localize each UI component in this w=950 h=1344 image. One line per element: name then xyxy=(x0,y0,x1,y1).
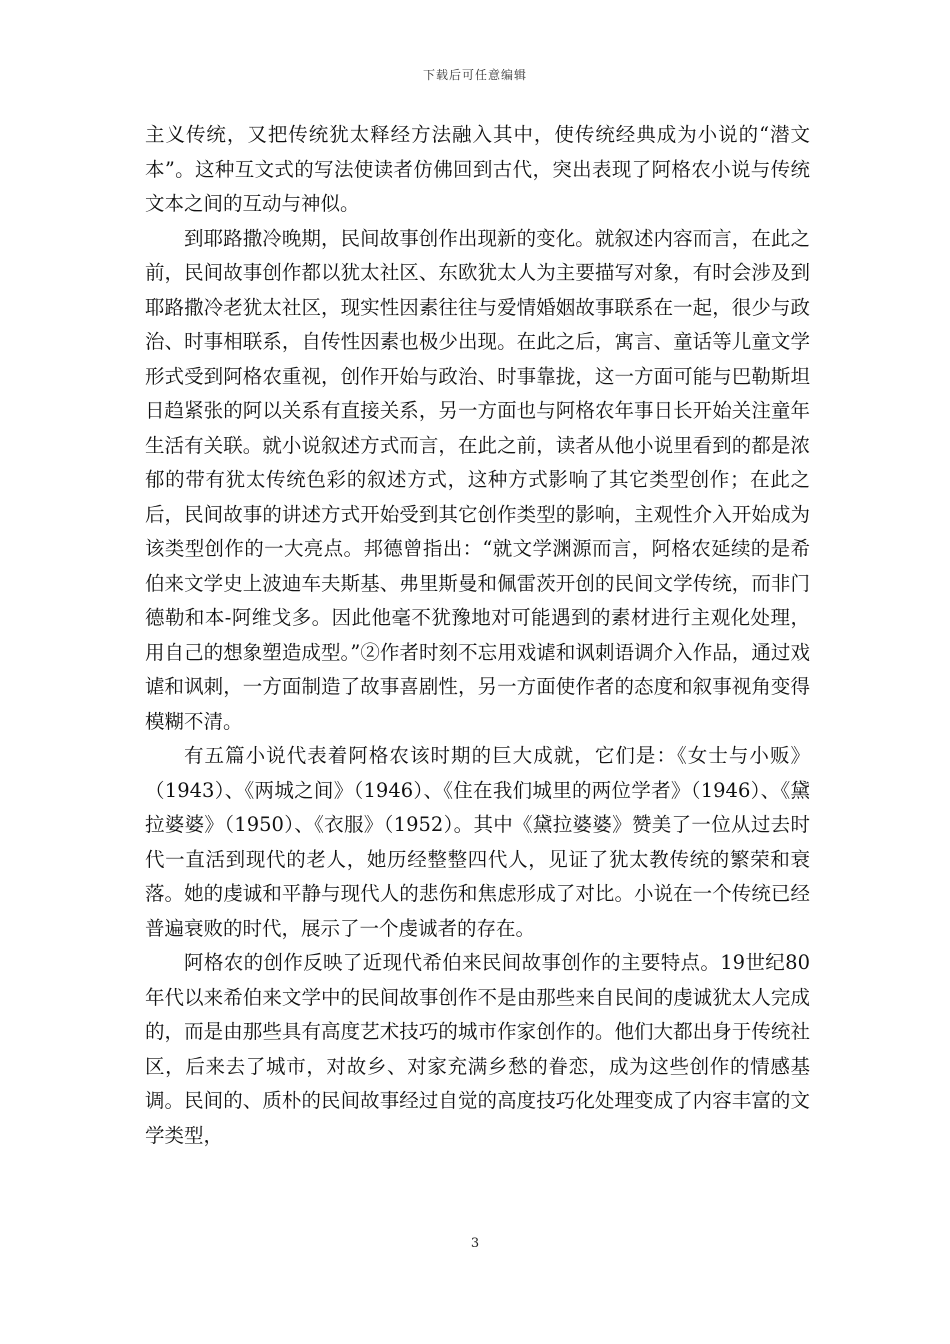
paragraph-continued: 主义传统，又把传统犹太释经方法融入其中，使传统经典成为小说的“潜文本”。这种互文式的写法使读者仿佛回到古代，突出表现了阿格农小说与传统文本之间的互动与神似。 xyxy=(145,123,810,215)
paragraph: 有五篇小说代表着阿格农该时期的巨大成就，它们是：《女士与小贩》（1943）、《两城之间》（1946）、《住在我们城里的两位学者》（1946）、《黛拉婆婆》（1950）、《衣服》（1952）。其中《黛拉婆婆》赞美了一位从过去时代一直活到现代的老人，她历经整整四代人，见证了犹太教传统的繁荣和衰落。她的虔诚和平静与现代人的悲伤和焦虑形成了对比。小说在一个传统已经普遍衰败的时代，展示了一个虔诚者的存在。 xyxy=(145,744,810,940)
paragraph: 到耶路撒冷晚期，民间故事创作出现新的变化。就叙述内容而言，在此之前，民间故事创作都以犹太社区、东欧犹太人为主要描写对象，有时会涉及到耶路撒冷老犹太社区，现实性因素往往与爱情婚姻故事联系在一起，很少与政治、时事相联系，自传性因素也极少出现。在此之后，寓言、童话等儿童文学形式受到阿格农重视，创作开始与政治、时事靠拢，这一方面可能与巴勒斯坦日趋紧张的阿以关系有直接关系，另一方面也与阿格农年事日长开始关注童年生活有关联。就小说叙述方式而言，在此之前，读者从他小说里看到的都是浓郁的带有犹太传统色彩的叙述方式，这种方式影响了其它类型创作；在此之后，民间故事的讲述方式开始受到其它创作类型的影响，主观性介入开始成为该类型创作的一大亮点。邦德曾指出：“就文学渊源而言，阿格农延续的是希伯来文学史上波迪车夫斯基、弗里斯曼和佩雷茨开创的民间文学传统，而非门德勒和本-阿维戈多。因此他毫不犹豫地对可能遇到的素材进行主观化处理，用自己的想象塑造成型。”②作者时刻不忘用戏谑和讽刺语调介入作品，通过戏谑和讽刺，一方面制造了故事喜剧性，另一方面使作者的态度和叙事视角变得模糊不清。 xyxy=(145,226,810,733)
page-header: 下载后可任意编辑 xyxy=(422,68,527,82)
body-text xyxy=(145,118,810,1153)
page-number: 3 xyxy=(470,1236,480,1251)
paragraph: 阿格农的创作反映了近现代希伯来民间故事创作的主要特点。19世纪80年代以来希伯来文学中的民间故事创作不是由那些来自民间的虔诚犹太人完成的，而是由那些具有高度艺术技巧的城市作家创作的。他们大都出身于传统社区，后来去了城市，对故乡、对家充满乡愁的眷恋，成为这些创作的情感基调。民间的、质朴的民间故事经过自觉的高度技巧化处理变成了内容丰富的文学类型， xyxy=(145,951,810,1147)
